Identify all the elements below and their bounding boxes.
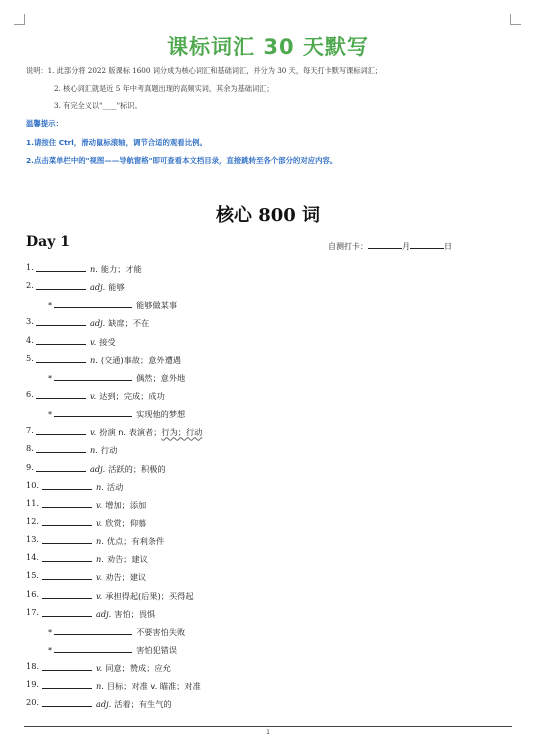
crop-mark-top-left [14,14,25,25]
entry-number: 2. [26,280,34,291]
answer-blank[interactable] [54,643,132,653]
entry-content [36,280,125,293]
entry-number: 6. [26,388,34,399]
vocab-row [26,568,516,586]
vocab-row [26,695,516,713]
entry-content [42,498,146,511]
phrase-row [26,296,516,314]
answer-blank[interactable] [36,389,86,399]
entry-content [42,589,194,602]
part-of-speech: n. [90,264,98,274]
entry-content [36,443,117,456]
vocab-row [26,677,516,695]
part-of-speech: v. [90,390,97,401]
entry-meaning: (交通)事故；意外遭遇 [100,354,181,365]
entry-content [48,625,185,638]
vocab-row [26,496,516,514]
entry-content [36,353,181,366]
check-in-label: 自测打卡： [328,242,368,251]
self-check-in [328,239,452,252]
vocab-row [26,423,516,441]
vocab-row [26,550,516,568]
entry-number: 15. [26,570,40,581]
part-of-speech: adj. [90,318,106,329]
answer-blank[interactable] [54,298,132,308]
answer-blank[interactable] [42,679,92,689]
entry-number: 3. [26,316,34,327]
part-of-speech: n. [90,354,98,365]
part-of-speech: adj. [96,699,112,710]
wavy-underlined-text: 行为；行动 [161,427,203,438]
entry-meaning: 活动 [106,481,124,492]
answer-blank[interactable] [42,534,92,544]
vocab-row [26,351,516,369]
entry-number: 9. [26,461,34,472]
entry-content [42,697,172,710]
day-blank[interactable] [410,239,444,249]
tip-1: 1.请按住 Ctrl，滑动鼠标滚轴，调节合适的观看比例。 [26,138,207,147]
footer-divider [24,726,512,727]
part-of-speech: v. [96,663,103,674]
entry-meaning: 同意；赞成；应允 [105,663,171,674]
phrase-meaning: 实现他的梦想 [136,409,186,420]
part-of-speech: v. [90,336,97,347]
answer-blank[interactable] [36,425,86,435]
page-number: 1 [266,729,270,736]
part-of-speech: adj. [90,282,106,293]
entry-number: 12. [26,515,40,526]
entry-content [42,516,146,529]
phrase-marker: * [48,372,53,383]
answer-blank[interactable] [42,589,92,599]
entry-number: 13. [26,534,40,545]
section-title: 核心 800 词 [215,205,321,226]
entry-number: 5. [26,352,34,363]
entry-content [36,389,165,402]
entry-meaning: 活跃的；积极的 [108,463,166,474]
entry-meaning: 行动 [100,445,118,456]
entry-meaning: 劝告；建议 [106,554,148,565]
phrase-meaning: 不要害怕失败 [136,626,186,637]
part-of-speech: adj. [90,463,106,474]
vocab-row [26,387,516,405]
entry-content [42,552,148,565]
answer-blank[interactable] [42,480,92,490]
phrase-meaning: 害怕犯错误 [136,644,178,655]
part-of-speech: n. [96,536,104,547]
entry-number: 11. [26,497,40,508]
entry-number: 7. [26,425,34,436]
part-of-speech: v. [90,427,97,438]
entry-meaning: 害怕；畏惧 [114,608,156,619]
phrase-row [26,641,516,659]
day-label: 日 [444,242,452,251]
tip-2: 2.点击菜单栏中的"视图——导航窗格"即可查看本文档目录，直接跳转至各个部分的对应内容。 [26,156,338,165]
answer-blank[interactable] [54,371,132,381]
answer-blank[interactable] [42,552,92,562]
answer-blank[interactable] [54,407,132,417]
answer-blank[interactable] [42,498,92,508]
entry-number: 18. [26,661,40,672]
entry-number: 19. [26,679,40,690]
entry-number: 20. [26,697,40,708]
answer-blank[interactable] [42,697,92,707]
phrase-marker: * [48,644,53,655]
answer-blank[interactable] [36,353,86,363]
part-of-speech: n. [90,445,98,456]
part-of-speech: n. [96,554,104,565]
answer-blank[interactable] [36,262,86,272]
phrase-marker: * [48,300,53,311]
entry-content [42,480,123,493]
entry-meaning: 接受 [99,336,116,347]
crop-mark-top-right [510,14,521,25]
entry-meaning: 增加；添加 [105,499,147,510]
entry-content [42,607,155,620]
entry-content [36,262,142,275]
phrase-row [26,623,516,641]
entry-content [36,425,202,438]
vocab-row [26,441,516,459]
entry-content [36,462,166,475]
vocab-row [26,314,516,332]
note-line-1: 说明：1. 此部分将 2022 版课标 1600 词分成为核心词汇和基础词汇，并分为 30 天，每天打卡默写课标词汇； [26,66,383,75]
entry-meaning: 扮演 n. 表演者；行为；行动 [99,427,203,438]
part-of-speech: v. [96,517,103,528]
entry-meaning: 劝告；建议 [105,572,147,583]
entry-meaning: 达到；完成；成功 [99,390,165,401]
answer-blank[interactable] [36,316,86,326]
part-of-speech: adj. [96,608,112,619]
entry-content [48,407,185,420]
part-of-speech: n. [96,481,104,492]
month-label: 月 [402,242,410,251]
month-blank[interactable] [368,239,402,249]
entry-content [36,335,116,348]
entry-content [42,570,146,583]
answer-blank[interactable] [36,335,86,345]
phrase-row [26,405,516,423]
entry-content [42,534,164,547]
entry-number: 1. [26,262,34,272]
phrase-row [26,369,516,387]
vocab-row [26,587,516,605]
document-title: 课标词汇 30 天默写 [167,35,369,59]
answer-blank[interactable] [42,607,92,617]
vocab-row [26,278,516,296]
answer-blank[interactable] [42,661,92,671]
vocab-row [26,659,516,677]
phrase-marker: * [48,626,53,637]
note-line-3: 3. 有完全义以"____"标识。 [54,101,142,110]
entry-content [42,661,171,674]
part-of-speech: v. [96,590,103,601]
vocabulary-list [26,260,516,714]
entry-meaning: 缺席；不在 [108,318,150,329]
entry-number: 17. [26,606,40,617]
vocab-row [26,478,516,496]
part-of-speech: n. [96,681,104,692]
vocab-row [26,605,516,623]
entry-meaning: 活着；有生气的 [114,699,172,710]
entry-number: 4. [26,334,34,345]
entry-content [42,679,201,692]
phrase-marker: * [48,409,53,420]
answer-blank[interactable] [36,280,86,290]
vocab-row [26,460,516,478]
part-of-speech: v. [96,499,103,510]
answer-blank[interactable] [54,625,132,635]
entry-meaning: 承担得起(后果)；买得起 [105,590,194,601]
phrase-meaning: 偶然；意外地 [136,372,186,383]
day-heading: Day 1 [26,234,70,250]
entry-meaning: 能够 [108,282,125,293]
vocab-row [26,333,516,351]
entry-number: 16. [26,588,40,599]
vocab-row [26,260,516,278]
answer-blank[interactable] [36,462,86,472]
answer-blank[interactable] [42,570,92,580]
answer-blank[interactable] [36,443,86,453]
entry-content [48,371,185,384]
note-line-2: 2. 核心词汇就是近 5 年中考真题出现的高频实词，其余为基础词汇； [54,84,274,93]
entry-content [36,316,149,329]
entry-number: 14. [26,552,40,563]
tips-heading: 温馨提示： [26,119,63,128]
phrase-meaning: 能够做某事 [136,300,178,311]
vocab-row [26,514,516,532]
part-of-speech: v. [96,572,103,583]
entry-meaning: 优点；有利条件 [106,536,165,547]
entry-meaning: 目标；对准 v. 瞄准；对准 [106,681,201,692]
entry-number: 10. [26,479,40,490]
entry-meaning: 能力；才能 [100,264,142,274]
entry-content [48,643,177,656]
entry-number: 8. [26,443,34,454]
answer-blank[interactable] [42,516,92,526]
vocab-row [26,532,516,550]
entry-content [48,298,177,311]
entry-meaning: 欣赏；仰慕 [105,517,147,528]
